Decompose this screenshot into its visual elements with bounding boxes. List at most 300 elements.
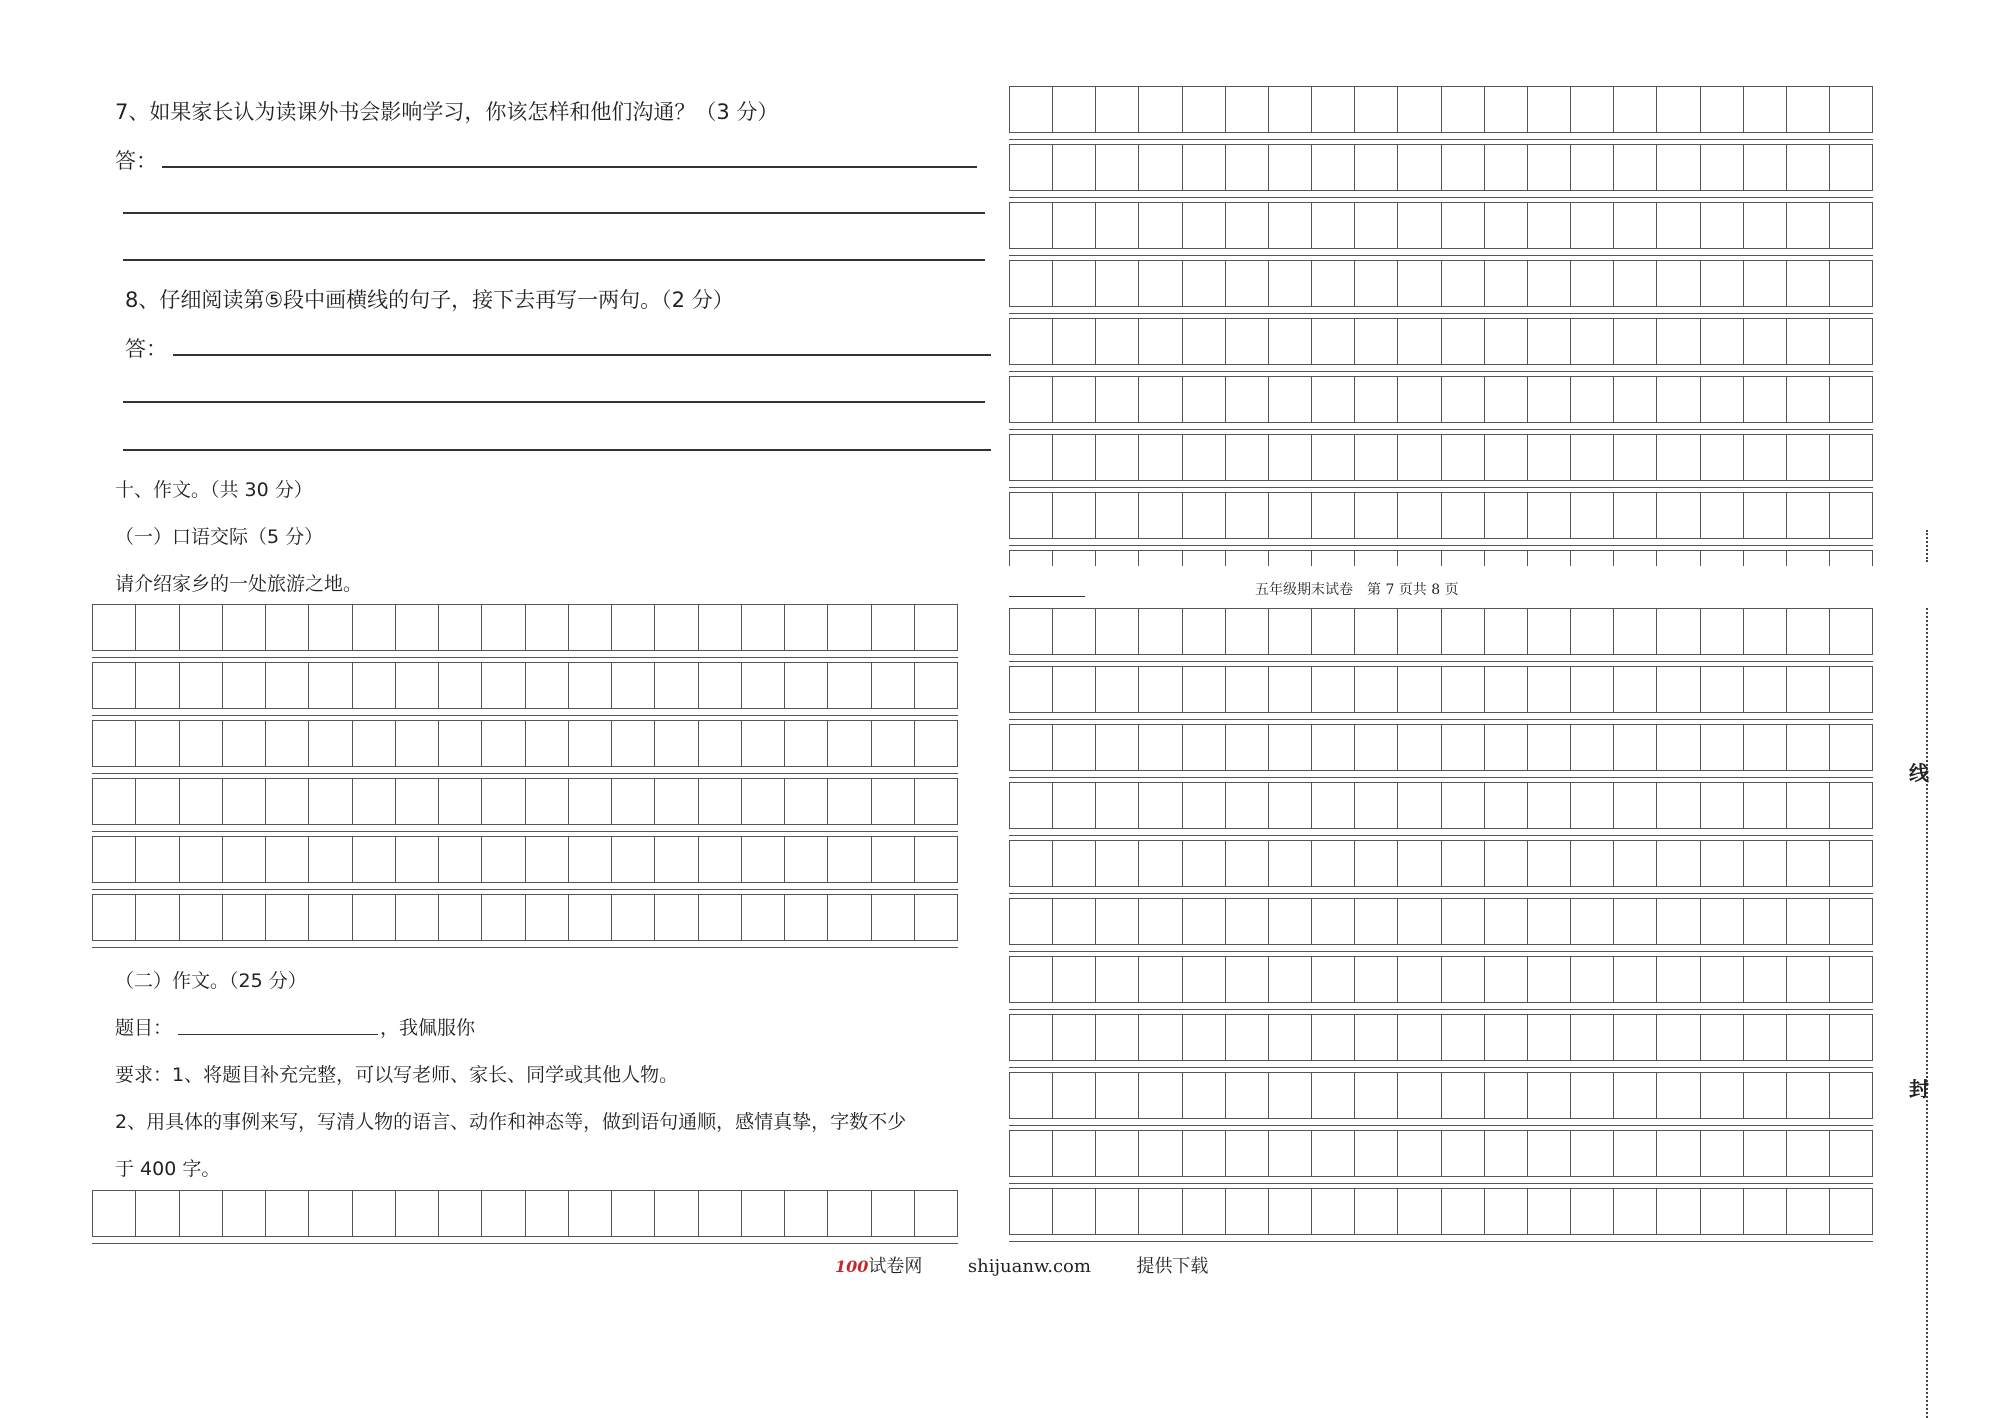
grid-cell[interactable]: [1053, 435, 1096, 480]
grid-cell[interactable]: [1657, 551, 1700, 566]
grid-cell[interactable]: [1183, 841, 1226, 886]
grid-cell[interactable]: [1657, 1015, 1700, 1060]
grid-cell[interactable]: [699, 837, 742, 882]
grid-cell[interactable]: [1010, 783, 1053, 828]
grid-cell[interactable]: [1571, 87, 1614, 132]
grid-cell[interactable]: [1096, 87, 1139, 132]
grid-cell[interactable]: [1830, 87, 1872, 132]
grid-cell[interactable]: [93, 895, 136, 940]
grid-cell[interactable]: [93, 837, 136, 882]
grid-cell[interactable]: [1312, 87, 1355, 132]
grid-cell[interactable]: [180, 779, 223, 824]
grid-cell[interactable]: [1269, 1073, 1312, 1118]
grid-cell[interactable]: [1528, 1015, 1571, 1060]
grid-cell[interactable]: [1701, 1073, 1744, 1118]
grid-cell[interactable]: [526, 837, 569, 882]
grid-cell[interactable]: [136, 837, 179, 882]
grid-cell[interactable]: [1010, 1015, 1053, 1060]
grid-cell[interactable]: [1096, 203, 1139, 248]
grid-cell[interactable]: [1614, 203, 1657, 248]
grid-cell[interactable]: [1053, 87, 1096, 132]
grid-cell[interactable]: [1701, 1189, 1744, 1234]
grid-cell[interactable]: [1139, 1073, 1182, 1118]
grid-cell[interactable]: [1269, 725, 1312, 770]
grid-cell[interactable]: [439, 605, 482, 650]
grid-cell[interactable]: [180, 837, 223, 882]
grid-cell[interactable]: [1183, 319, 1226, 364]
grid-cell[interactable]: [872, 663, 915, 708]
grid-cell[interactable]: [266, 895, 309, 940]
grid-cell[interactable]: [1096, 667, 1139, 712]
grid-cell[interactable]: [1614, 725, 1657, 770]
grid-cell[interactable]: [1830, 319, 1872, 364]
grid-cell[interactable]: [1614, 261, 1657, 306]
grid-cell[interactable]: [1183, 377, 1226, 422]
grid-cell[interactable]: [1226, 435, 1269, 480]
grid-cell[interactable]: [1053, 145, 1096, 190]
grid-cell[interactable]: [1183, 725, 1226, 770]
grid-cell[interactable]: [1312, 1189, 1355, 1234]
grid-cell[interactable]: [1053, 957, 1096, 1002]
grid-cell[interactable]: [439, 779, 482, 824]
grid-row[interactable]: [1009, 1188, 1873, 1235]
grid-cell[interactable]: [1312, 319, 1355, 364]
grid-cell[interactable]: [1787, 319, 1830, 364]
grid-cell[interactable]: [699, 721, 742, 766]
grid-cell[interactable]: [1442, 1073, 1485, 1118]
grid-cell[interactable]: [1312, 725, 1355, 770]
grid-cell[interactable]: [1355, 377, 1398, 422]
grid-cell[interactable]: [612, 895, 655, 940]
grid-cell[interactable]: [1614, 1189, 1657, 1234]
grid-cell[interactable]: [1183, 87, 1226, 132]
grid-cell[interactable]: [1183, 1189, 1226, 1234]
grid-cell[interactable]: [1355, 667, 1398, 712]
grid-cell[interactable]: [1096, 145, 1139, 190]
grid-cell[interactable]: [1485, 609, 1528, 654]
grid-cell[interactable]: [1442, 957, 1485, 1002]
grid-cell[interactable]: [1571, 261, 1614, 306]
grid-cell[interactable]: [1528, 725, 1571, 770]
grid-cell[interactable]: [1787, 957, 1830, 1002]
grid-cell[interactable]: [1485, 493, 1528, 538]
grid-cell[interactable]: [1571, 667, 1614, 712]
grid-cell[interactable]: [526, 779, 569, 824]
grid-cell[interactable]: [1657, 377, 1700, 422]
grid-cell[interactable]: [1355, 203, 1398, 248]
grid-cell[interactable]: [1485, 667, 1528, 712]
grid-row[interactable]: [1009, 724, 1873, 771]
grid-cell[interactable]: [1787, 435, 1830, 480]
grid-cell[interactable]: [1571, 725, 1614, 770]
grid-cell[interactable]: [1269, 899, 1312, 944]
grid-cell[interactable]: [1701, 957, 1744, 1002]
grid-cell[interactable]: [1571, 1131, 1614, 1176]
grid-cell[interactable]: [1744, 203, 1787, 248]
grid-cell[interactable]: [309, 779, 352, 824]
grid-cell[interactable]: [136, 663, 179, 708]
grid-cell[interactable]: [1657, 435, 1700, 480]
grid-cell[interactable]: [872, 1191, 915, 1236]
grid-cell[interactable]: [1398, 783, 1441, 828]
grid-cell[interactable]: [1571, 899, 1614, 944]
grid-cell[interactable]: [1269, 435, 1312, 480]
grid-cell[interactable]: [1528, 1131, 1571, 1176]
grid-cell[interactable]: [1183, 783, 1226, 828]
grid-cell[interactable]: [1010, 667, 1053, 712]
grid-cell[interactable]: [353, 663, 396, 708]
grid-cell[interactable]: [223, 1191, 266, 1236]
grid-cell[interactable]: [1830, 899, 1872, 944]
grid-cell[interactable]: [655, 663, 698, 708]
grid-cell[interactable]: [1571, 377, 1614, 422]
grid-cell[interactable]: [1053, 841, 1096, 886]
grid-cell[interactable]: [828, 663, 871, 708]
grid-cell[interactable]: [1355, 87, 1398, 132]
grid-cell[interactable]: [569, 663, 612, 708]
grid-cell[interactable]: [1701, 145, 1744, 190]
grid-cell[interactable]: [1139, 377, 1182, 422]
grid-cell[interactable]: [1096, 1015, 1139, 1060]
grid-cell[interactable]: [1226, 551, 1269, 566]
grid-cell[interactable]: [785, 721, 828, 766]
grid-cell[interactable]: [1787, 725, 1830, 770]
grid-cell[interactable]: [1269, 87, 1312, 132]
grid-cell[interactable]: [1701, 203, 1744, 248]
grid-cell[interactable]: [1787, 551, 1830, 566]
grid-cell[interactable]: [1657, 783, 1700, 828]
grid-cell[interactable]: [1614, 609, 1657, 654]
grid-cell[interactable]: [612, 837, 655, 882]
grid-cell[interactable]: [1183, 203, 1226, 248]
composition-grid-right-bottom[interactable]: [1009, 608, 1873, 1248]
grid-cell[interactable]: [1053, 1131, 1096, 1176]
grid-cell[interactable]: [266, 605, 309, 650]
grid-cell[interactable]: [569, 605, 612, 650]
grid-cell[interactable]: [93, 779, 136, 824]
grid-row[interactable]: [1009, 1130, 1873, 1177]
grid-cell[interactable]: [1528, 319, 1571, 364]
grid-cell[interactable]: [1744, 493, 1787, 538]
grid-cell[interactable]: [1442, 203, 1485, 248]
grid-cell[interactable]: [1398, 435, 1441, 480]
grid-cell[interactable]: [1485, 377, 1528, 422]
grid-cell[interactable]: [1312, 1073, 1355, 1118]
grid-cell[interactable]: [1398, 551, 1441, 566]
grid-cell[interactable]: [1398, 609, 1441, 654]
grid-cell[interactable]: [1744, 377, 1787, 422]
grid-cell[interactable]: [1442, 551, 1485, 566]
grid-cell[interactable]: [309, 895, 352, 940]
grid-cell[interactable]: [309, 605, 352, 650]
grid-cell[interactable]: [1139, 667, 1182, 712]
grid-cell[interactable]: [1744, 261, 1787, 306]
grid-cell[interactable]: [439, 721, 482, 766]
grid-row[interactable]: [92, 604, 958, 651]
grid-cell[interactable]: [482, 837, 525, 882]
grid-cell[interactable]: [1226, 1073, 1269, 1118]
grid-cell[interactable]: [1226, 145, 1269, 190]
grid-cell[interactable]: [1355, 319, 1398, 364]
grid-cell[interactable]: [1442, 435, 1485, 480]
grid-cell[interactable]: [1010, 87, 1053, 132]
grid-cell[interactable]: [396, 1191, 439, 1236]
grid-cell[interactable]: [93, 605, 136, 650]
grid-cell[interactable]: [1528, 899, 1571, 944]
grid-cell[interactable]: [828, 779, 871, 824]
grid-cell[interactable]: [1442, 783, 1485, 828]
grid-cell[interactable]: [1312, 783, 1355, 828]
grid-cell[interactable]: [1096, 725, 1139, 770]
grid-cell[interactable]: [1010, 319, 1053, 364]
grid-cell[interactable]: [180, 895, 223, 940]
grid-cell[interactable]: [223, 663, 266, 708]
grid-cell[interactable]: [1053, 493, 1096, 538]
grid-cell[interactable]: [1269, 203, 1312, 248]
grid-cell[interactable]: [1830, 841, 1872, 886]
grid-cell[interactable]: [1787, 783, 1830, 828]
grid-cell[interactable]: [785, 605, 828, 650]
grid-cell[interactable]: [1398, 841, 1441, 886]
grid-cell[interactable]: [1355, 899, 1398, 944]
grid-cell[interactable]: [1139, 87, 1182, 132]
grid-cell[interactable]: [1355, 1015, 1398, 1060]
grid-cell[interactable]: [785, 1191, 828, 1236]
grid-cell[interactable]: [396, 779, 439, 824]
grid-cell[interactable]: [785, 895, 828, 940]
grid-cell[interactable]: [266, 1191, 309, 1236]
grid-cell[interactable]: [1485, 783, 1528, 828]
grid-cell[interactable]: [1226, 261, 1269, 306]
grid-cell[interactable]: [655, 895, 698, 940]
grid-cell[interactable]: [1226, 609, 1269, 654]
grid-cell[interactable]: [1528, 261, 1571, 306]
composition-grid-right-top[interactable]: [1009, 86, 1873, 566]
grid-cell[interactable]: [915, 721, 957, 766]
grid-cell[interactable]: [1096, 957, 1139, 1002]
grid-cell[interactable]: [353, 779, 396, 824]
grid-cell[interactable]: [1442, 493, 1485, 538]
grid-cell[interactable]: [1398, 261, 1441, 306]
grid-row[interactable]: [1009, 434, 1873, 481]
grid-cell[interactable]: [1830, 667, 1872, 712]
grid-cell[interactable]: [1053, 667, 1096, 712]
grid-cell[interactable]: [915, 605, 957, 650]
q8-answer-line-1[interactable]: [173, 354, 991, 356]
grid-cell[interactable]: [1614, 1131, 1657, 1176]
q7-answer-line-2[interactable]: [123, 212, 985, 214]
grid-cell[interactable]: [1269, 145, 1312, 190]
grid-cell[interactable]: [872, 605, 915, 650]
grid-cell[interactable]: [569, 837, 612, 882]
grid-cell[interactable]: [1269, 667, 1312, 712]
grid-cell[interactable]: [1096, 841, 1139, 886]
grid-cell[interactable]: [569, 721, 612, 766]
grid-cell[interactable]: [1787, 377, 1830, 422]
grid-row[interactable]: [92, 662, 958, 709]
grid-cell[interactable]: [1096, 783, 1139, 828]
grid-cell[interactable]: [1183, 1131, 1226, 1176]
grid-cell[interactable]: [1226, 725, 1269, 770]
grid-cell[interactable]: [1657, 841, 1700, 886]
grid-cell[interactable]: [1269, 1189, 1312, 1234]
grid-cell[interactable]: [1830, 1073, 1872, 1118]
grid-cell[interactable]: [1830, 1131, 1872, 1176]
grid-cell[interactable]: [1787, 1131, 1830, 1176]
grid-cell[interactable]: [1010, 377, 1053, 422]
grid-cell[interactable]: [1010, 725, 1053, 770]
grid-cell[interactable]: [180, 721, 223, 766]
grid-cell[interactable]: [569, 779, 612, 824]
grid-cell[interactable]: [1744, 145, 1787, 190]
grid-row[interactable]: [1009, 492, 1873, 539]
grid-cell[interactable]: [1701, 1131, 1744, 1176]
grid-cell[interactable]: [1485, 957, 1528, 1002]
grid-cell[interactable]: [1701, 435, 1744, 480]
grid-cell[interactable]: [1657, 493, 1700, 538]
grid-cell[interactable]: [93, 1191, 136, 1236]
grid-cell[interactable]: [136, 895, 179, 940]
grid-cell[interactable]: [1312, 899, 1355, 944]
grid-cell[interactable]: [1269, 551, 1312, 566]
grid-cell[interactable]: [1614, 145, 1657, 190]
grid-cell[interactable]: [223, 779, 266, 824]
grid-cell[interactable]: [1139, 899, 1182, 944]
grid-cell[interactable]: [353, 837, 396, 882]
grid-cell[interactable]: [1442, 1131, 1485, 1176]
grid-cell[interactable]: [1139, 435, 1182, 480]
grid-cell[interactable]: [1485, 435, 1528, 480]
composition-grid-left[interactable]: [92, 1190, 958, 1246]
grid-cell[interactable]: [1355, 725, 1398, 770]
grid-cell[interactable]: [1701, 261, 1744, 306]
grid-cell[interactable]: [1010, 551, 1053, 566]
grid-cell[interactable]: [1053, 319, 1096, 364]
grid-cell[interactable]: [1139, 145, 1182, 190]
grid-cell[interactable]: [1830, 551, 1872, 566]
grid-cell[interactable]: [1312, 957, 1355, 1002]
grid-cell[interactable]: [1269, 609, 1312, 654]
grid-cell[interactable]: [1398, 87, 1441, 132]
grid-cell[interactable]: [828, 1191, 871, 1236]
grid-row[interactable]: [1009, 86, 1873, 133]
grid-cell[interactable]: [1183, 551, 1226, 566]
grid-cell[interactable]: [1701, 493, 1744, 538]
grid-cell[interactable]: [1485, 1131, 1528, 1176]
grid-cell[interactable]: [1485, 1189, 1528, 1234]
grid-cell[interactable]: [1528, 145, 1571, 190]
grid-cell[interactable]: [1312, 609, 1355, 654]
grid-cell[interactable]: [1226, 1189, 1269, 1234]
grid-cell[interactable]: [1830, 609, 1872, 654]
grid-cell[interactable]: [1269, 1015, 1312, 1060]
grid-cell[interactable]: [1355, 261, 1398, 306]
grid-cell[interactable]: [136, 605, 179, 650]
grid-cell[interactable]: [1183, 667, 1226, 712]
grid-cell[interactable]: [1398, 725, 1441, 770]
grid-cell[interactable]: [1053, 551, 1096, 566]
grid-cell[interactable]: [1657, 203, 1700, 248]
grid-cell[interactable]: [396, 605, 439, 650]
grid-cell[interactable]: [1614, 551, 1657, 566]
grid-cell[interactable]: [1657, 87, 1700, 132]
grid-cell[interactable]: [1355, 1189, 1398, 1234]
grid-cell[interactable]: [1701, 725, 1744, 770]
grid-cell[interactable]: [1183, 609, 1226, 654]
grid-row[interactable]: [1009, 956, 1873, 1003]
grid-cell[interactable]: [1139, 261, 1182, 306]
grid-cell[interactable]: [136, 779, 179, 824]
grid-cell[interactable]: [1139, 1189, 1182, 1234]
grid-cell[interactable]: [1485, 1015, 1528, 1060]
grid-cell[interactable]: [1787, 261, 1830, 306]
grid-cell[interactable]: [396, 721, 439, 766]
grid-cell[interactable]: [612, 1191, 655, 1236]
grid-cell[interactable]: [396, 837, 439, 882]
grid-cell[interactable]: [655, 721, 698, 766]
q8-answer-line-3[interactable]: [123, 449, 991, 451]
grid-cell[interactable]: [482, 895, 525, 940]
grid-cell[interactable]: [915, 1191, 957, 1236]
grid-cell[interactable]: [1830, 1015, 1872, 1060]
grid-cell[interactable]: [1312, 377, 1355, 422]
grid-cell[interactable]: [1226, 377, 1269, 422]
grid-row[interactable]: [1009, 608, 1873, 655]
grid-cell[interactable]: [1355, 841, 1398, 886]
grid-cell[interactable]: [482, 721, 525, 766]
grid-cell[interactable]: [1226, 1015, 1269, 1060]
grid-cell[interactable]: [569, 1191, 612, 1236]
grid-cell[interactable]: [526, 605, 569, 650]
grid-row[interactable]: [1009, 260, 1873, 307]
grid-cell[interactable]: [1053, 1073, 1096, 1118]
grid-cell[interactable]: [699, 663, 742, 708]
grid-cell[interactable]: [482, 605, 525, 650]
grid-cell[interactable]: [1442, 667, 1485, 712]
grid-cell[interactable]: [1442, 377, 1485, 422]
grid-row[interactable]: [92, 894, 958, 941]
grid-cell[interactable]: [1053, 377, 1096, 422]
grid-cell[interactable]: [1442, 319, 1485, 364]
q7-answer-line-1[interactable]: [162, 166, 977, 168]
grid-cell[interactable]: [482, 663, 525, 708]
grid-cell[interactable]: [1183, 957, 1226, 1002]
grid-cell[interactable]: [1744, 841, 1787, 886]
grid-cell[interactable]: [1528, 1073, 1571, 1118]
grid-cell[interactable]: [1010, 203, 1053, 248]
grid-cell[interactable]: [785, 837, 828, 882]
grid-cell[interactable]: [526, 663, 569, 708]
grid-cell[interactable]: [1183, 1073, 1226, 1118]
grid-cell[interactable]: [1053, 1015, 1096, 1060]
grid-cell[interactable]: [1398, 493, 1441, 538]
grid-cell[interactable]: [1744, 899, 1787, 944]
topic-blank-line[interactable]: [178, 1034, 378, 1035]
grid-cell[interactable]: [1096, 1131, 1139, 1176]
grid-cell[interactable]: [785, 779, 828, 824]
grid-cell[interactable]: [482, 1191, 525, 1236]
grid-cell[interactable]: [526, 895, 569, 940]
grid-cell[interactable]: [1744, 725, 1787, 770]
grid-cell[interactable]: [1226, 203, 1269, 248]
grid-cell[interactable]: [1096, 493, 1139, 538]
grid-cell[interactable]: [1701, 841, 1744, 886]
grid-cell[interactable]: [1442, 841, 1485, 886]
grid-cell[interactable]: [1528, 667, 1571, 712]
grid-cell[interactable]: [136, 721, 179, 766]
grid-cell[interactable]: [1571, 435, 1614, 480]
grid-cell[interactable]: [1226, 493, 1269, 538]
